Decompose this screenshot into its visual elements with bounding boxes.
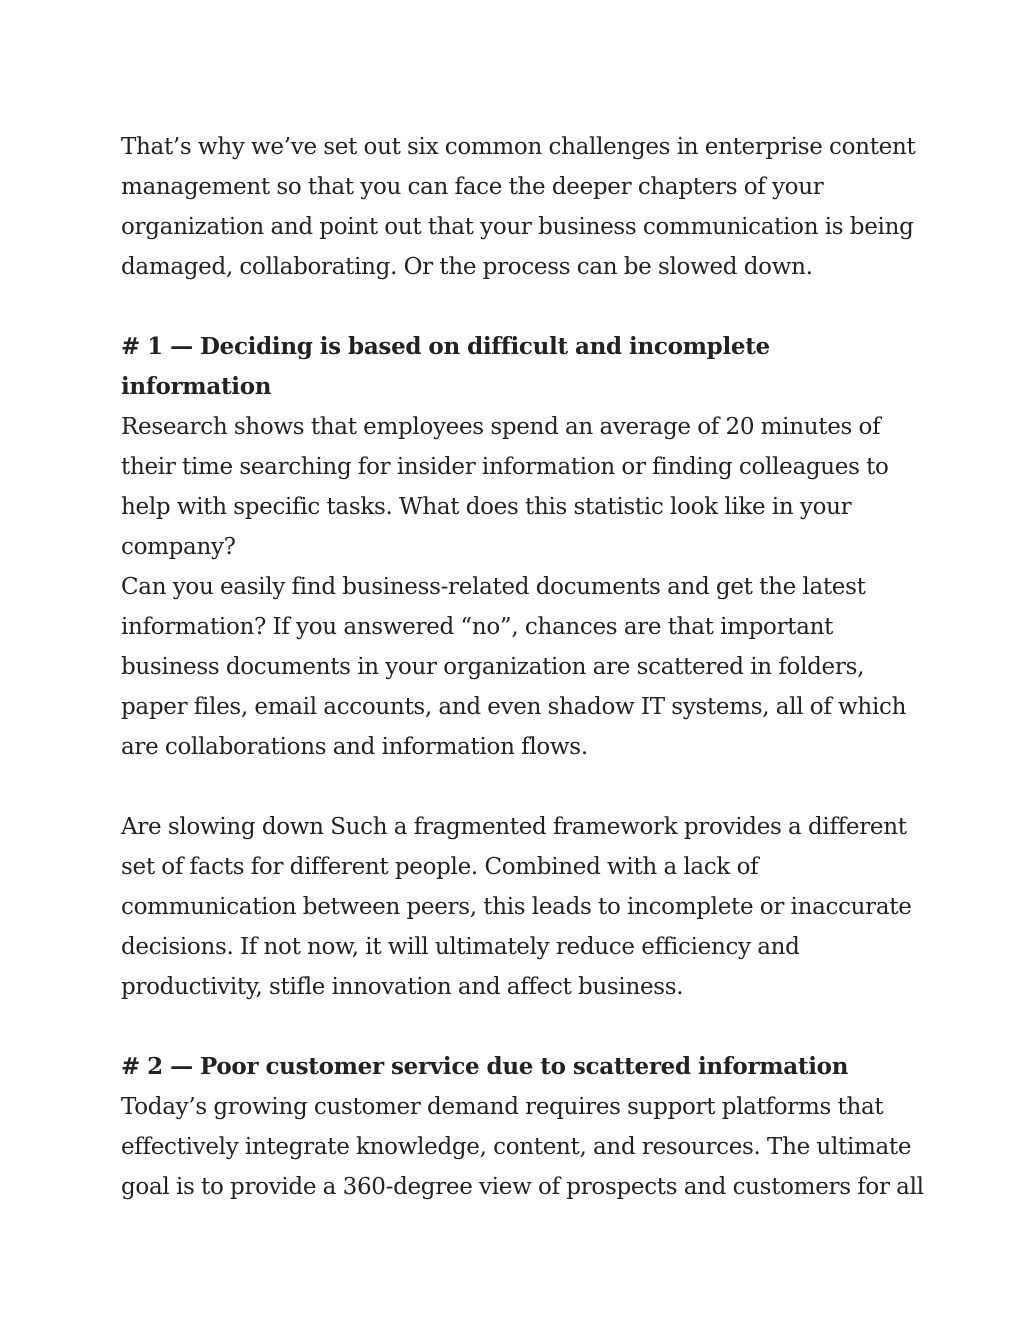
paragraph-line: their time searching for insider information or finding colleagues to: [121, 454, 889, 480]
section-1-paragraph-3: [121, 807, 911, 1007]
paragraph-line: are collaborations and information flows.: [121, 734, 588, 760]
section-2-paragraph-1: [121, 1087, 924, 1207]
paragraph-line: decisions. If not now, it will ultimately reduce efficiency and: [121, 934, 800, 960]
intro-line: damaged, collaborating. Or the process can be slowed down.: [121, 254, 813, 280]
paragraph-spacer: [121, 1007, 911, 1047]
paragraph-line: Today’s growing customer demand requires support platforms that: [121, 1094, 884, 1120]
paragraph-line: effectively integrate knowledge, content, and resources. The ultimate: [121, 1134, 912, 1160]
intro-paragraph: [121, 127, 916, 287]
section-1-heading-line: information: [121, 373, 272, 400]
intro-line: management so that you can face the deeper chapters of your: [121, 174, 824, 200]
paragraph-line: information? If you answered “no”, chances are that important: [121, 614, 834, 640]
section-1-paragraph-2: [121, 567, 911, 767]
paragraph-line: productivity, stifle innovation and affect business.: [121, 974, 684, 1000]
section-1-heading-line: # 1 — Deciding is based on difficult and incomplete: [121, 333, 770, 360]
section-1-paragraph-1: [121, 407, 911, 567]
paragraph-line: communication between peers, this leads to incomplete or inaccurate: [121, 894, 912, 920]
section-2-heading: [121, 1047, 911, 1087]
paragraph-spacer: [121, 767, 911, 807]
section-2-heading-line: # 2 — Poor customer service due to scattered information: [121, 1053, 849, 1080]
paragraph-line: goal is to provide a 360-degree view of prospects and customers for all: [121, 1174, 924, 1200]
intro-line: organization and point out that your business communication is being: [121, 214, 914, 240]
paragraph-line: paper files, email accounts, and even shadow IT systems, all of which: [121, 694, 907, 720]
paragraph-line: Research shows that employees spend an average of 20 minutes of: [121, 414, 881, 440]
paragraph-spacer: [121, 287, 911, 327]
paragraph-line: business documents in your organization are scattered in folders,: [121, 654, 865, 680]
document-page: [121, 127, 924, 1207]
paragraph-line: help with specific tasks. What does this statistic look like in your: [121, 494, 852, 520]
section-1-heading: [121, 327, 911, 407]
intro-line: That’s why we’ve set out six common challenges in enterprise content: [121, 134, 916, 160]
paragraph-line: company?: [121, 534, 236, 560]
paragraph-line: Are slowing down Such a fragmented framework provides a different: [121, 814, 907, 840]
paragraph-line: Can you easily find business-related documents and get the latest: [121, 574, 866, 600]
paragraph-line: set of facts for different people. Combined with a lack of: [121, 854, 759, 880]
